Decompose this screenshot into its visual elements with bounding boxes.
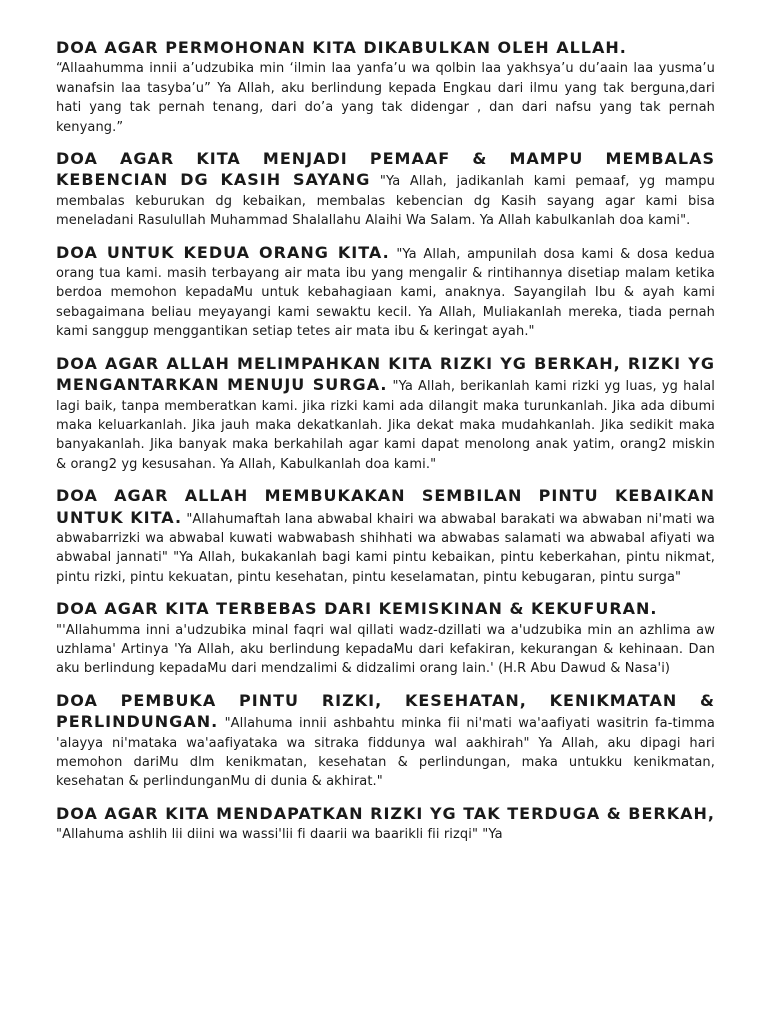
section-orang-tua — [56, 243, 715, 342]
section-title: DOA AGAR ALLAH MELIMPAHKAN KITA RIZKI YG BERKAH, RIZKI YG MENGANTARKAN MENUJU SURGA. — [56, 353, 715, 395]
section-body: "Ya Allah, jadikanlah kami pemaaf, yg mampu membalas keburukan dg kebaikan, membalas kebencian dg Kasih sayang agar kami bisa meneladani Rasulullah Muhammad Shalallahu Alaihi Wa Salam. Ya Allah kabulkanlah doa kami". — [56, 174, 715, 229]
section-pembuka-pintu-rizki — [56, 691, 715, 792]
section-title: DOA AGAR KITA TERBEBAS DARI KEMISKINAN & KEKUFURAN. — [56, 599, 658, 619]
section-body: "Allahuma innii ashbahtu minka fii ni'mati wa'aafiyati wasitrin fa-timma 'alayya ni'mataka wa'aafiyataka wa sitraka fiddunya wal aakhirah" Ya Allah, aku dipagi hari memohon dariMu dlm kenikmatan, kesehatan & perlindungan, maka untukku kenikmatan, kesehatan & perlindunganMu di dunia & akhirat." — [56, 716, 715, 790]
section-body: "Allahuma ashlih lii diini wa wassi'lii fi daarii wa baarikli fii rizqi" "Ya — [56, 827, 503, 843]
section-body: "Allahumaftah lana abwabal khairi wa abwabal barakati wa abwaban ni'mati wa abwabarrizki wa abwabal kuwati wabwabash shihhati wa abwabas salamati wa abwabal afiyati wa abwabal jannati" "Ya Allah, bukakanlah bagi kami pintu kebaikan, pintu keberkahan, pintu nikmat, pintu rizki, pintu kekuatan, pintu kesehatan, pintu keselamatan, pintu kebugaran, pintu surga" — [56, 511, 715, 585]
section-title: DOA UNTUK KEDUA ORANG KITA. — [56, 242, 390, 262]
document-page — [56, 38, 715, 857]
section-permohonan-dikabulkan — [56, 38, 715, 137]
section-pemaaf — [56, 149, 715, 231]
section-title: DOA PEMBUKA PINTU RIZKI, KESEHATAN, KENIKMATAN & PERLINDUNGAN. — [56, 690, 715, 732]
section-kemiskinan — [56, 599, 715, 679]
section-rizki-berkah — [56, 354, 715, 474]
section-title: DOA AGAR PERMOHONAN KITA DIKABULKAN OLEH ALLAH. — [56, 38, 627, 57]
section-body: “Allaahumma innii a’udzubika min ‘ilmin laa yanfa’u wa qolbin laa yakhsya’u du’aain laa yusma’u wanafsin laa tasyba’u” Ya Allah, aku berlindung kepada Engkau dari ilmu yang tak berguna,dari hati yang tak pernah tenang, dari do’a yang tak didengar , dan dari nafsu yang tak pernah kenyang.” — [56, 61, 715, 135]
section-title: DOA AGAR ALLAH MEMBUKAKAN SEMBILAN PINTU KEBAIKAN UNTUK KITA. — [56, 486, 715, 527]
section-body: "'Allahumma inni a'udzubika minal faqri wal qillati wadz-dzillati wa a'udzubika min an azhlima aw uzhlama' Artinya 'Ya Allah, aku berlindung kepadaMu dari kefakiran, kekurangan & kehinaan. Dan aku berlindung kepadaMu dari mendzalimi & didzalimi orang lain.' (H.R Abu Dawud & Nasa'i) — [56, 622, 715, 677]
section-title: DOA AGAR KITA MENDAPATKAN RIZKI YG TAK TERDUGA & BERKAH, — [56, 803, 715, 823]
section-sembilan-pintu — [56, 486, 715, 587]
section-title: DOA AGAR KITA MENJADI PEMAAF & MAMPU MEMBALAS KEBENCIAN DG KASIH SAYANG — [56, 149, 715, 190]
section-rizki-tak-terduga — [56, 804, 715, 845]
section-body: "Ya Allah, berikanlah kami rizki yg luas, yg halal lagi baik, tanpa memberatkan kami. jika rizki kami ada dilangit maka turunkanlah. Jika ada dibumi maka keluarkanlah. Jika jauh maka dekatkanlah. Jika dekat maka mudahkanlah. Jika sedikit maka banyakanlah. Jika banyak maka berkahilah agar kami dapat menolong anak yatim, orang2 miskin & orang2 yg kesusahan. Ya Allah, Kabulkanlah doa kami." — [56, 379, 715, 472]
section-body: "Ya Allah, ampunilah dosa kami & dosa kedua orang tua kami. masih terbayang air mata ibu yang mengalir & rintihannya disetiap malam ketika berdoa memohon kepadaMu untuk kebahagiaan kami, anaknya. Sayangilah Ibu & ayah kami sebagaimana beliau meyayangi kami sewaktu kecil. Ya Allah, Muliakanlah mereka, tiada pernah kami sanggup menggantikan setiap tetes air mata ibu & keringat ayah." — [56, 246, 716, 340]
